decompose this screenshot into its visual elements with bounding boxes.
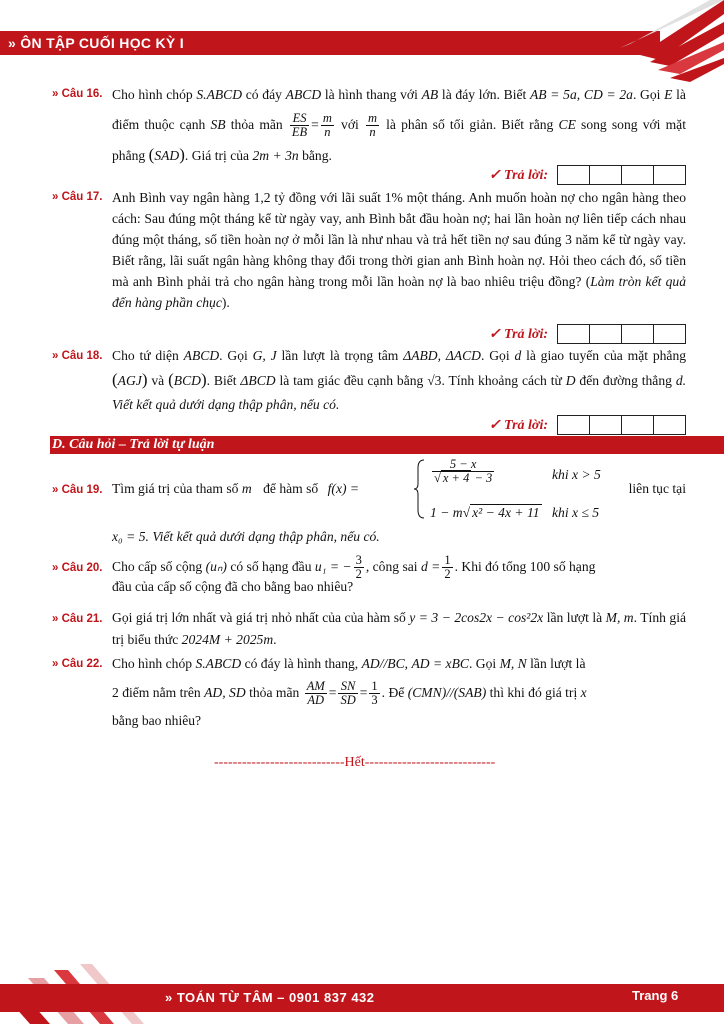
q22-math: (CMN)//(SAB) <box>407 685 487 700</box>
q20-math: u₁ = − <box>314 559 352 574</box>
q20-text: đầu của cấp số cộng đã cho bằng bao nhiêu? <box>112 579 354 594</box>
question-label: » Câu 20. <box>52 562 103 574</box>
q18-math: ABCD <box>183 348 220 363</box>
case-1-condition: khi x > 5 <box>552 467 601 482</box>
question-label: » Câu 17. <box>52 191 103 203</box>
q18-math: D <box>565 373 576 388</box>
fraction: $\frac{1}{2}$ <box>444 553 451 582</box>
q16-math: SAD <box>154 148 180 163</box>
q16-math: E <box>664 87 673 102</box>
header-title: » ÔN TẬP CUỐI HỌC KỲ I <box>8 35 184 51</box>
fraction: $\frac{3}{2}$ <box>355 553 362 582</box>
q18-math: ΔBCD <box>240 373 276 388</box>
q22-math: M, N <box>499 656 527 671</box>
answer-boxes[interactable] <box>558 415 686 435</box>
question-label: » Câu 21. <box>52 613 103 625</box>
q18-math: d <box>675 373 683 388</box>
q19-math: f(x) = <box>327 481 360 496</box>
q22-math: AD, SD <box>204 685 246 700</box>
question-19: » Câu 19. Tìm giá trị của tham số m để hàm số f(x) = $\frac{5 - x}{√ x + 4 - 3}$ khi x > 5 1 − m√ x² − 4x + 11 khi x ≤ 5 liên tục tại x₀ = 5. Viết kết quả dưới dạng thập phân, nếu có. <box>52 457 686 544</box>
q17-text: Anh Bình vay ngân hàng 1,2 tỷ đồng với lãi suất 1% một tháng. Anh muốn hoàn nợ cho ngân hàng theo cách: Sau đúng một tháng kể từ ngày vay, anh Bình bắt đầu hoàn nợ; hai lần hoàn nợ liên tiếp cách nhau đúng một tháng, số tiền hoàn nợ ở mỗi lần là như nhau và trả hết tiền nợ sau đúng 3 năm kể từ ngày vay. Biết rằng, lãi suất ngân hàng không thay đổi trong thời gian anh Bình hoàn nợ. Hỏi theo cách đó, số tiền mà anh Bình phải trả cho ngân hàng trong mỗi lần hoàn nợ là bao nhiêu triệu đồng? ( <box>112 190 686 289</box>
end-marker: ----------------------------Hết---------------------------- <box>214 755 496 770</box>
fraction: $\frac{m}{n}$ <box>322 111 332 140</box>
answer-boxes[interactable] <box>558 324 686 344</box>
question-17: » Câu 17. Anh Bình vay ngân hàng 1,2 tỷ đồng với lãi suất 1% một tháng. Anh muốn hoàn nợ cho ngân hàng theo cách: Sau đúng một tháng kể từ ngày vay, anh Bình bắt đầu hoàn nợ; hai lần hoàn nợ liên tiếp cách nhau đúng một tháng, số tiền hoàn nợ ở mỗi lần là như nhau và trả hết tiền nợ sau đúng 3 năm kể từ ngày vay. Biết rằng, lãi suất ngân hàng không thay đổi trong thời gian anh Bình hoàn nợ. Hỏi theo cách đó, số tiền mà anh Bình phải trả cho ngân hàng trong mỗi lần hoàn nợ là bao nhiêu triệu đồng? (Làm tròn kết quả đến hàng phần chục). <box>52 187 686 313</box>
header-decoration <box>600 0 724 90</box>
question-16: » Câu 16. Cho hình chóp S.ABCD có đáy ABCD là hình thang với AB là đáy lớn. Biết AB = 5a, CD = 2a. Gọi E là điểm thuộc cạnh SB thỏa mãn $\frac{ES}{EB}$ = $\frac{m}{n}$ với $\frac{m}{n}$ là phân số tối giản. Biết rằng CE song song với mặt phẳng (SAD). Giá trị của 2m + 3n bằng. <box>52 80 686 171</box>
q16-text: song song với mặt phẳng <box>112 117 686 163</box>
q18-math: AGJ <box>117 373 142 388</box>
q16-text: . Giá trị của <box>184 148 250 163</box>
piecewise-case-2: 1 − m√ x² − 4x + 11 <box>430 505 540 520</box>
q16-text: . Gọi <box>632 87 661 102</box>
question-20: » Câu 20. Cho cấp số cộng (uₙ) có số hạng đầu u₁ = − $\frac{3}{2}$ , công sai d = $\frac{1}{2}$ . Khi đó tổng 100 số hạng đầu của cấp số cộng đã cho bằng bao nhiêu? <box>52 552 686 596</box>
answer-label: ✓ Trả lời: <box>488 417 548 433</box>
question-22: » Câu 22. Cho hình chóp S.ABCD có đáy là hình thang, AD//BC, AD = xBC. Gọi M, N lần lượt là 2 điểm nằm trên AD, SD thỏa mãn $\frac{AM}{AD}$ = $\frac{SN}{SD}$ = $\frac{1}{3}$ . Để (CMN)//(SAB) thì khi đó giá trị x bằng bao nhiêu? <box>52 652 686 732</box>
brace <box>414 458 426 520</box>
q16-text: là điểm thuộc cạnh <box>112 87 686 132</box>
answer-label: ✓ Trả lời: <box>488 167 548 183</box>
answer-row-17 <box>489 324 686 344</box>
page-number: Trang 6 <box>632 988 679 1003</box>
question-label: » Câu 18. <box>52 350 103 362</box>
fraction: $\frac{AM}{AD}$ <box>306 679 325 708</box>
section-d-heading: D. Câu hỏi – Trả lời tự luận <box>50 436 724 454</box>
footer-text: » TOÁN TỪ TÂM – 0901 837 432 <box>165 990 375 1005</box>
fraction: $\frac{SN}{SD}$ <box>340 679 356 708</box>
question-21: » Câu 21. Gọi giá trị lớn nhất và giá trị nhỏ nhất của của hàm số y = 3 − 2cos2x − cos²2x lần lượt là M, m. Tính giá trị biểu thức 2024M + 2025m. <box>52 610 687 647</box>
fraction: $\frac{m}{n}$ <box>367 111 377 140</box>
q18-math: √3 <box>427 373 442 388</box>
question-18: » Câu 18. Cho tứ diện ABCD. Gọi G, J lần lượt là trọng tâm ΔABD, ΔACD. Gọi d là giao tuyến của mặt phẳng (AGJ) và (BCD). Biết ΔBCD là tam giác đều cạnh bằng √3. Tính khoảng cách từ D đến đường thẳng d. Viết kết quả dưới dạng thập phân, nếu có. <box>52 348 687 412</box>
q22-text: bằng bao nhiêu? <box>112 713 202 728</box>
q20-math: (uₙ) <box>205 559 227 574</box>
q21-math: y = 3 − 2cos2x − cos²2x <box>409 610 544 625</box>
q16-text: là phân số tối <box>386 117 465 132</box>
q16-text: là hình thang với <box>324 87 418 102</box>
q16-math: S.ABCD <box>196 87 243 102</box>
q16-math: AB = 5a, CD = 2a <box>530 87 633 102</box>
question-label: » Câu 22. <box>52 658 103 670</box>
q16-math: ABCD <box>285 87 322 102</box>
q21-math: M, m <box>605 610 634 625</box>
question-label: » Câu 19. <box>52 484 103 496</box>
answer-row-16 <box>489 165 686 185</box>
q18-math: ΔABD, ΔACD <box>403 348 481 363</box>
q16-text: với <box>341 117 359 132</box>
q16-math: CE <box>558 117 576 132</box>
q16-text: bằng. <box>302 148 332 163</box>
answer-boxes[interactable] <box>558 165 686 185</box>
q16-math: AB <box>421 87 439 102</box>
case-2-condition: khi x ≤ 5 <box>552 505 600 520</box>
fraction: $\frac{ES}{EB}$ <box>291 111 308 140</box>
piecewise-case-1: $\frac{5 - x}{√ x + 4 - 3}$ <box>434 457 493 485</box>
q18-math: d <box>514 348 522 363</box>
q19-math: m <box>241 481 252 496</box>
q16-text: là đáy lớn. Biết <box>441 87 527 102</box>
question-label: » Câu 16. <box>52 88 103 100</box>
answer-label: ✓ Trả lời: <box>488 326 548 342</box>
q20-math: d = <box>420 559 441 574</box>
q22-math: AD//BC <box>361 656 405 671</box>
q22-math: S.ABCD <box>195 656 242 671</box>
q18-math: G, J <box>252 348 277 363</box>
q19-note: . Viết kết quả dưới dạng thập phân, nếu có. <box>145 529 380 544</box>
q18-note: . Viết kết quả dưới dạng thập phân, nếu có. <box>112 373 687 412</box>
q19-text: liên tục tại <box>628 481 686 496</box>
q22-math: x <box>580 685 587 700</box>
q16-text: có đáy <box>245 87 282 102</box>
q19-math: x₀ = 5 <box>112 529 146 544</box>
q17-note: Làm tròn kết quả đến hàng phần chục <box>112 274 687 310</box>
q22-math: AD = xBC <box>411 656 469 671</box>
q16-math: 2m + 3n <box>252 148 299 163</box>
q16-math: SB <box>210 117 226 132</box>
q16-text: Cho hình chóp <box>112 87 193 102</box>
q16-text: thỏa mãn <box>230 117 283 132</box>
q18-math: BCD <box>173 373 201 388</box>
answer-row-18 <box>489 415 686 435</box>
q16-text: giản. Biết rằng <box>469 117 554 132</box>
fraction: $\frac{1}{3}$ <box>371 679 378 708</box>
q21-math: 2024M + 2025m <box>181 632 274 647</box>
